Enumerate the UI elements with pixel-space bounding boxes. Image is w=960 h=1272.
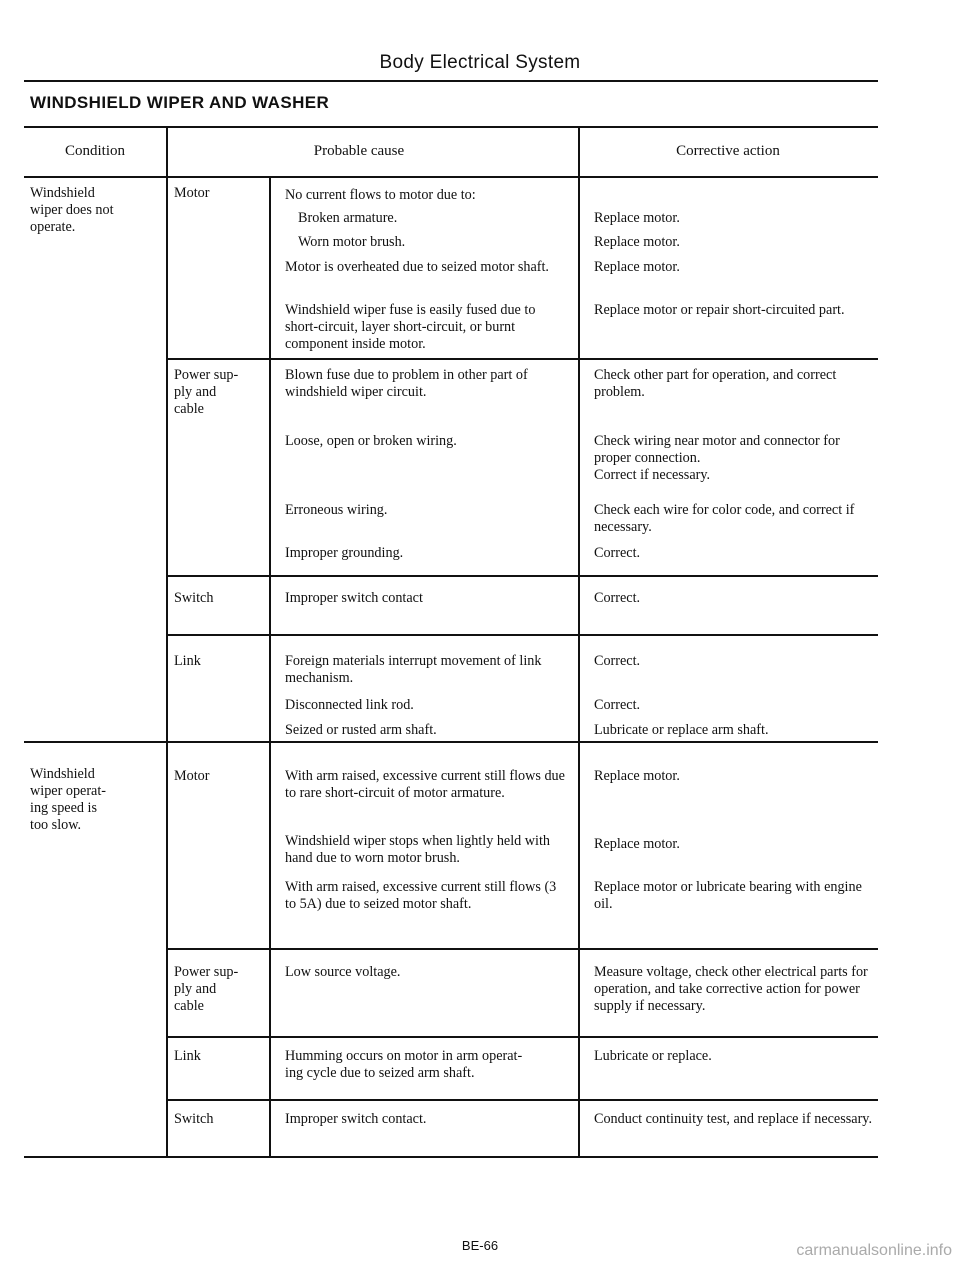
col-divider-component bbox=[269, 176, 271, 1156]
column-header-condition: Condition bbox=[64, 143, 125, 159]
action-item: Lubricate or replace arm shaft. bbox=[594, 722, 769, 738]
cause-item: Foreign materials interrupt movement of link mechanism. bbox=[285, 653, 542, 686]
cause-item: Blown fuse due to problem in other part of windshield wiper circuit. bbox=[285, 367, 528, 400]
action-item: Correct. bbox=[594, 697, 641, 713]
cause-item: No current flows to motor due to: bbox=[285, 187, 476, 203]
action-item: Correct. bbox=[594, 653, 641, 669]
group-divider bbox=[166, 358, 878, 360]
action-item: Replace motor or lubricate bearing with engine oil. bbox=[594, 879, 862, 912]
group-divider bbox=[166, 575, 878, 577]
action-item: Replace motor. bbox=[594, 234, 680, 250]
action-item: Replace motor. bbox=[594, 768, 680, 784]
cause-item: With arm raised, excessive current still flows due to rare short-circuit of motor armature. bbox=[285, 768, 565, 801]
action-item: Measure voltage, check other electrical parts for operation, and take corrective action for power supply if necessary. bbox=[594, 964, 868, 1014]
action-item: Correct. bbox=[594, 590, 641, 606]
component-cell: Switch bbox=[174, 1111, 214, 1127]
group-divider bbox=[166, 1099, 878, 1101]
cause-item: Improper switch contact. bbox=[285, 1111, 427, 1127]
cause-item: Improper switch contact bbox=[285, 590, 423, 606]
table-top-rule bbox=[24, 126, 878, 128]
group-divider bbox=[166, 1036, 878, 1038]
column-header-action: Corrective action bbox=[676, 143, 780, 159]
table-bottom-rule bbox=[24, 1156, 878, 1158]
page-number: BE-66 bbox=[461, 1238, 499, 1253]
col-divider-condition bbox=[166, 126, 168, 1156]
condition-cell: Windshield wiper does not operate. bbox=[30, 185, 114, 235]
cause-item: Seized or rusted arm shaft. bbox=[285, 722, 437, 738]
page-header-title: Body Electrical System bbox=[379, 52, 581, 73]
column-header-cause: Probable cause bbox=[313, 143, 405, 159]
header-rule bbox=[24, 80, 878, 82]
action-item: Check wiring near motor and connector for proper connection. Correct if necessary. bbox=[594, 433, 840, 483]
section-title: WINDSHIELD WIPER AND WASHER bbox=[30, 93, 330, 112]
action-item: Lubricate or replace. bbox=[594, 1048, 712, 1064]
row-divider bbox=[24, 741, 878, 743]
cause-item: With arm raised, excessive current still flows (3 to 5A) due to seized motor shaft. bbox=[285, 879, 557, 912]
cause-item: Motor is overheated due to seized motor shaft. bbox=[285, 259, 549, 275]
action-item: Check other part for operation, and correct problem. bbox=[594, 367, 837, 400]
action-item: Replace motor. bbox=[594, 259, 680, 275]
component-cell: Switch bbox=[174, 590, 214, 606]
cause-item: Worn motor brush. bbox=[298, 234, 406, 250]
action-item: Check each wire for color code, and correct if necessary. bbox=[594, 502, 855, 535]
col-divider-cause bbox=[578, 126, 580, 1156]
cause-item: Disconnected link rod. bbox=[285, 697, 414, 713]
component-cell: Power sup- ply and cable bbox=[174, 367, 239, 417]
cause-item: Low source voltage. bbox=[285, 964, 401, 980]
cause-item: Windshield wiper stops when lightly held with hand due to worn motor brush. bbox=[285, 833, 551, 866]
action-item: Replace motor. bbox=[594, 210, 680, 226]
watermark: carmanualsonline.info bbox=[796, 1242, 952, 1259]
cause-item: Broken armature. bbox=[298, 210, 398, 226]
action-item: Replace motor. bbox=[594, 836, 680, 852]
component-cell: Power sup- ply and cable bbox=[174, 964, 239, 1014]
component-cell: Link bbox=[174, 1048, 201, 1064]
cause-item: Erroneous wiring. bbox=[285, 502, 388, 518]
action-item: Correct. bbox=[594, 545, 641, 561]
header-bottom-rule bbox=[24, 176, 878, 178]
component-cell: Motor bbox=[174, 185, 210, 201]
cause-item: Improper grounding. bbox=[285, 545, 404, 561]
condition-cell: Windshield wiper operat- ing speed is too slow. bbox=[30, 766, 107, 833]
component-cell: Motor bbox=[174, 768, 210, 784]
cause-item: Humming occurs on motor in arm operat- ing cycle due to seized arm shaft. bbox=[285, 1048, 523, 1081]
action-item: Conduct continuity test, and replace if necessary. bbox=[594, 1111, 873, 1127]
group-divider bbox=[166, 948, 878, 950]
cause-item: Loose, open or broken wiring. bbox=[285, 433, 457, 449]
action-item: Replace motor or repair short-circuited part. bbox=[594, 302, 845, 318]
group-divider bbox=[166, 634, 878, 636]
component-cell: Link bbox=[174, 653, 201, 669]
cause-item: Windshield wiper fuse is easily fused due to short-circuit, layer short-circuit, or burnt component inside motor. bbox=[285, 302, 536, 352]
